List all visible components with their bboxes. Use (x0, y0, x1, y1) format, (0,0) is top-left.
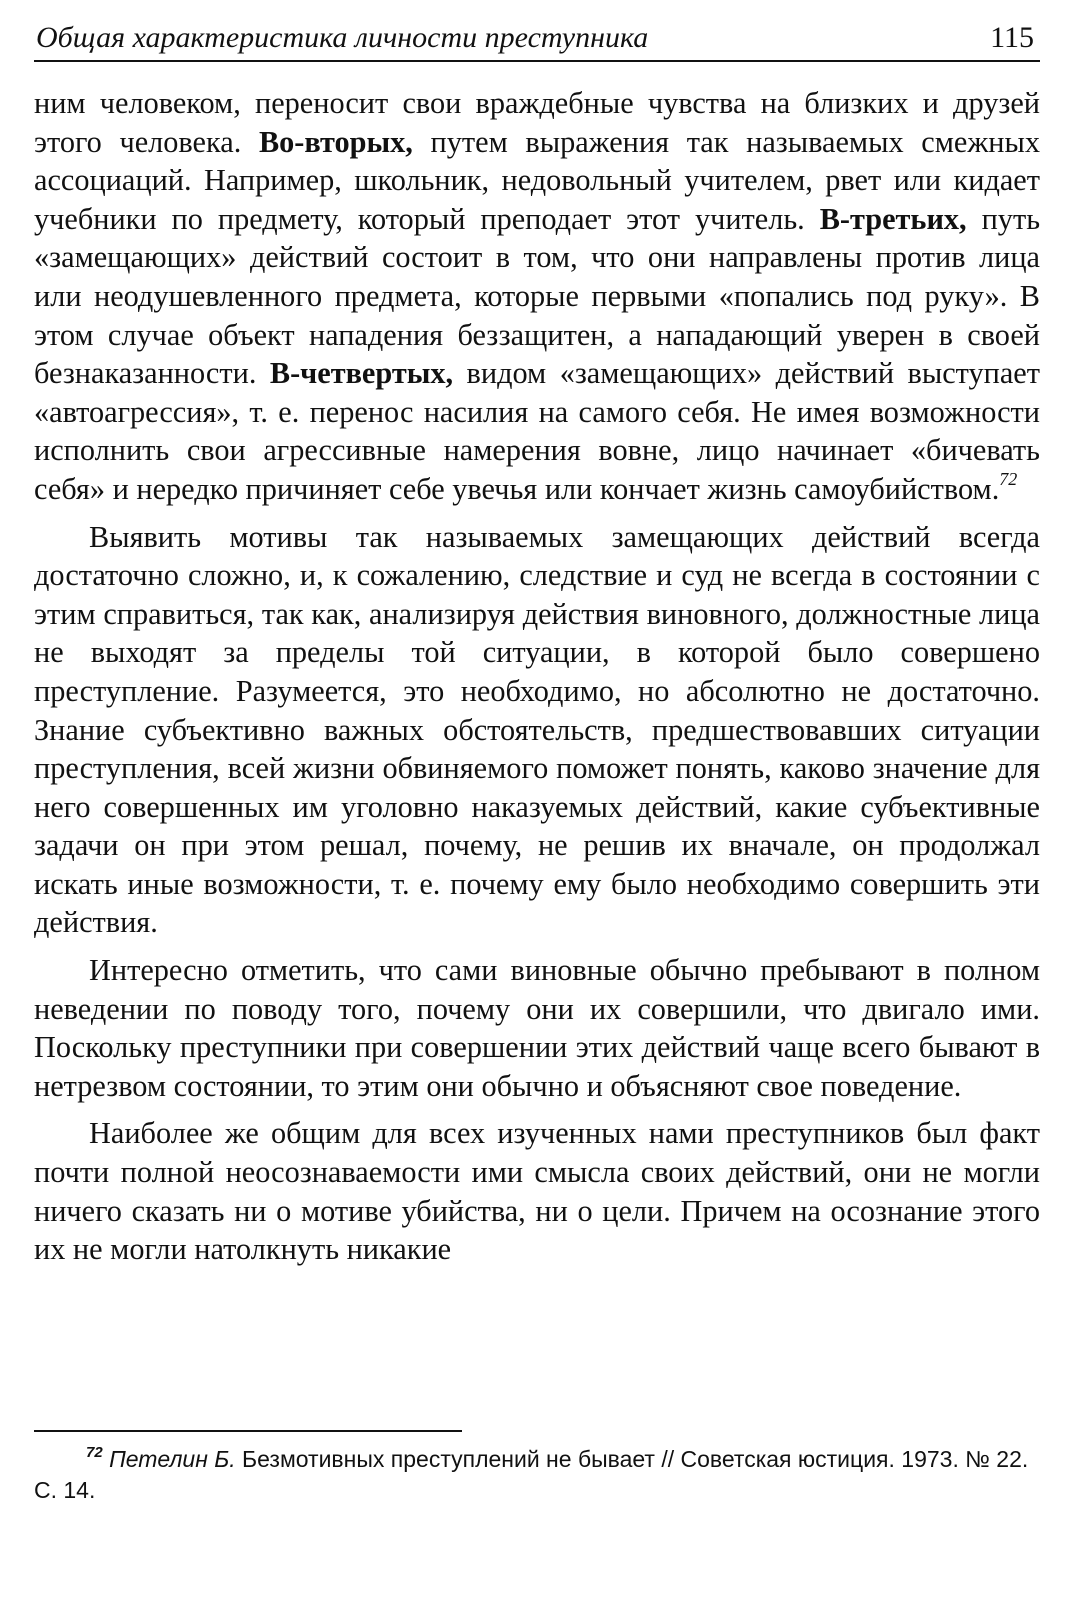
paragraph-1-text-c: путем выражения так называемых смежных ассоциаций. Например, школьник, недовольный учителем, рвет или кидает учебники по предмету, который преподает этот учитель. (34, 124, 1040, 236)
paragraph-3: Интересно отметить, что сами виновные обычно пребывают в полном неведении по поводу того, почему они их совершили, что двигало ими. Поскольку преступники при совершении этих действий чаще всего бывают в нетрезвом состоянии, то этим они обычно и объясняют свое поведение. (34, 953, 1040, 1103)
paragraph-1-text-a: ним человеком, переносит свои враждебные чувства на близких и друзей этого человека. (34, 86, 1040, 159)
footnote-number: 72 (86, 1444, 103, 1461)
paragraph-1-text-g: видом «замещающих» действий выступает «автоагрессия», т. е. перенос насилия на самого себя. Не имея возможности исполнить свои агрессивные намерения вовне, лицо начинает «бичевать себя» и нередко причиняет себе увечья или кончает жизнь самоубийством. (34, 356, 1040, 506)
footnote (34, 1444, 1040, 1506)
footnote-reference: 72 (999, 468, 1018, 489)
book-page (34, 18, 1040, 1588)
running-head (34, 18, 1040, 62)
body-text (34, 84, 1040, 1269)
emphasis-secondly: Во-вторых, (258, 124, 413, 159)
footnote-divider (34, 1430, 462, 1432)
paragraph-1-text-e: путь «замещающих» действий состоит в том, что они направлены против лица или неодушевленного предмета, которые первыми «попались под руку». В этом случае объект нападения беззащитен, а нападающий уверен в своей безнаказанности. (34, 201, 1041, 391)
paragraph-1 (34, 84, 1040, 509)
emphasis-fourthly: В-четвертых, (269, 356, 454, 391)
footnote-text: Безмотивных преступлений не бывает // Советская юстиция. 1973. № 22. С. 14. (34, 1446, 1029, 1503)
emphasis-thirdly: В-третьих, (819, 201, 967, 236)
page-number: 115 (990, 21, 1034, 54)
paragraph-2: Выявить мотивы так называемых замещающих действий всегда достаточно сложно, и, к сожалению, следствие и суд не всегда в состоянии с этим справиться, так как, анализируя действия виновного, должностные лица не выходят за пределы той ситуации, в которой было совершено преступление. Разумеется, это необходимо, но абсолютно не достаточно. Знание субъективно важных обстоятельств, предшествовавших ситуации преступления, всей жизни обвиняемого поможет понять, каково значение для него совершенных им уголовно наказуемых действий, какие субъективные задачи он при этом решал, почему, не решив их вначале, он продолжал искать иные возможности, т. е. почему ему было необходимо совершить эти действия. (34, 519, 1040, 940)
running-title: Общая характеристика личности преступника (36, 21, 649, 54)
footnote-author: Петелин Б. (109, 1446, 236, 1472)
paragraph-4: Наиболее же общим для всех изученных нами преступников был факт почти полной неосознаваемости ими смысла своих действий, они не могли ничего сказать ни о мотиве убийства, ни о цели. Причем на осознание этого их не могли натолкнуть никакие (34, 1116, 1040, 1267)
